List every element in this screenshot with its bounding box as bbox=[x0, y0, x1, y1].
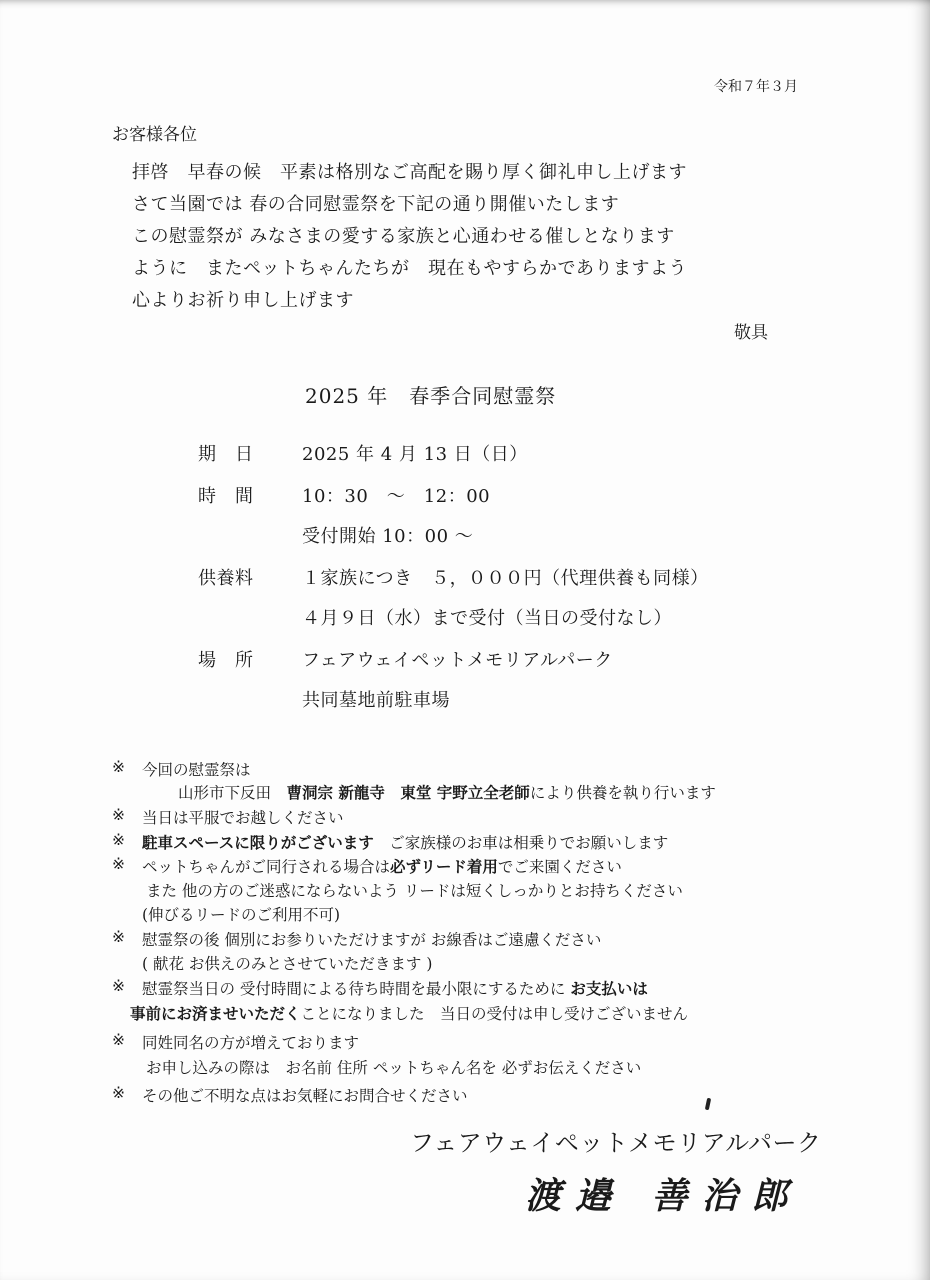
note-4-line-3: (伸びるリードのご利用不可) bbox=[142, 906, 341, 924]
note-mark: ※ bbox=[112, 1084, 125, 1102]
note-7-line-2: お申し込みの際は お名前 住所 ペットちゃん名を 必ずお伝えください bbox=[146, 1059, 642, 1077]
note-7-line-1: 同姓同名の方が増えております bbox=[142, 1034, 360, 1052]
note-mark: ※ bbox=[112, 855, 125, 873]
issue-date: 令和７年３月 bbox=[714, 79, 798, 95]
note-mark: ※ bbox=[112, 831, 125, 849]
note-mark: ※ bbox=[112, 928, 125, 946]
event-title: 2025 年 春季合同慰霊祭 bbox=[305, 384, 557, 408]
greeting-line-2: さて当園では 春の合同慰霊祭を下記の通り開催いたします bbox=[132, 194, 620, 215]
time-value: 10：30 ～ 12：00 bbox=[302, 486, 491, 507]
note-2: 当日は平服でお越しください bbox=[142, 809, 344, 827]
place-value: フェアウェイペットメモリアルパーク bbox=[302, 650, 613, 671]
time-label: 時 間 bbox=[198, 486, 254, 507]
ink-dot bbox=[705, 1098, 711, 1111]
note-6-line-1: 慰霊祭当日の 受付時間による待ち時間を最小限にするために お支払いは bbox=[142, 979, 648, 998]
date-label: 期 日 bbox=[198, 444, 254, 465]
reception-start: 受付開始 10：00 ～ bbox=[302, 526, 474, 547]
note-mark: ※ bbox=[112, 806, 125, 824]
date-value: 2025 年 4 月 13 日（日） bbox=[302, 444, 528, 465]
greeting-line-1: 拝啓 早春の候 平素は格別なご高配を賜り厚く御礼申し上げます bbox=[132, 162, 687, 183]
signature-name: 渡邉 善治郎 bbox=[525, 1175, 802, 1217]
greeting-line-4: ように またペットちゃんたちが 現在もやすらかでありますよう bbox=[132, 258, 687, 279]
fee-value: １家族につき ５，０００円（代理供養も同様） bbox=[302, 568, 709, 589]
closing-word: 敬具 bbox=[734, 323, 768, 343]
note-mark: ※ bbox=[112, 977, 125, 995]
fee-deadline: ４月９日（水）まで受付（当日の受付なし） bbox=[302, 608, 672, 629]
place-label: 場 所 bbox=[198, 650, 254, 671]
note-mark: ※ bbox=[112, 1031, 125, 1049]
note-8: その他ご不明な点はお気軽にお問合せください bbox=[142, 1087, 468, 1105]
fee-label: 供養料 bbox=[198, 568, 254, 589]
note-4-line-2: また 他の方のご迷惑にならないよう リードは短くしっかりとお持ちください bbox=[146, 882, 683, 900]
greeting-line-5: 心よりお祈り申し上げます bbox=[132, 290, 354, 311]
note-6-line-2: 事前にお済ませいただくことになりました 当日の受付は申し受けございません bbox=[130, 1004, 689, 1023]
note-4-line-1: ペットちゃんがご同行される場合は必ずリード着用でご来園ください bbox=[142, 857, 622, 876]
note-mark: ※ bbox=[112, 758, 125, 776]
note-5-line-1: 慰霊祭の後 個別にお参りいただけますが お線香はご遠慮ください bbox=[142, 931, 602, 949]
addressee: お客様各位 bbox=[112, 125, 197, 145]
note-3: 駐車スペースに限りがございます ご家族様のお車は相乗りでお願いします bbox=[142, 833, 669, 852]
note-5-line-2: ( 献花 お供えのみとさせていただきます ) bbox=[142, 955, 433, 973]
greeting-line-3: この慰霊祭が みなさまの愛する家族と心通わせる催しとなります bbox=[132, 226, 675, 247]
signature-organization: フェアウェイペットメモリアルパーク bbox=[410, 1129, 822, 1157]
note-1-line-1: 今回の慰霊祭は bbox=[142, 761, 251, 779]
place-detail: 共同墓地前駐車場 bbox=[302, 690, 450, 711]
note-1-line-2: 山形市下反田 曹洞宗 新龍寺 東堂 宇野立全老師により供養を執り行います bbox=[178, 783, 716, 802]
